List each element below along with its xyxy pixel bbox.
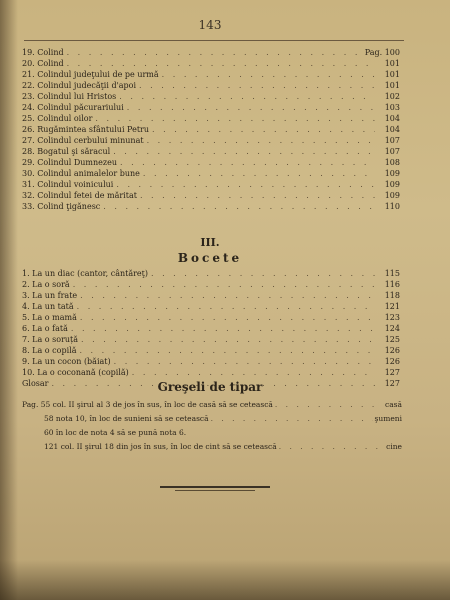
toc-entry-label: 3. La un frate — [22, 291, 78, 300]
toc-entry — [22, 91, 400, 102]
leader-dots — [139, 80, 375, 91]
leader-dots — [151, 268, 375, 279]
toc-entry-page: 102 — [384, 92, 400, 101]
toc-entry-page: 109 — [384, 191, 400, 200]
leader-dots — [119, 91, 375, 102]
errata-text: 121 col. II şirul 18 din jos în sus, în loc de cint să se cetească — [44, 442, 277, 451]
header-rule — [24, 40, 404, 41]
toc-entry-page: 108 — [384, 158, 400, 167]
toc-entry-page: 126 — [384, 346, 400, 355]
toc-colinde — [22, 47, 400, 212]
toc-entry-label: 5. La o mamă — [22, 313, 77, 322]
toc-entry-label: 33. Colind ţigănesc — [22, 202, 101, 211]
toc-entry-page: Pag. 100 — [364, 48, 400, 57]
toc-entry-page: 124 — [384, 324, 400, 333]
errata-list — [22, 398, 402, 454]
leader-dots — [113, 146, 375, 157]
toc-entry-label: 8. La o copilă — [22, 346, 77, 355]
leader-dots — [81, 334, 375, 345]
toc-bocete — [22, 268, 400, 389]
errata-line — [22, 412, 402, 426]
errata-text: 58 nota 10, în loc de sunieni să se cetească — [44, 414, 209, 423]
toc-entry-label: 2. La o soră — [22, 280, 70, 289]
leader-dots — [132, 367, 375, 378]
toc-entry — [22, 279, 400, 290]
errata-text: Pag. 55 col. II şirul al 3 de jos în sus, în loc de casă să se cetească — [22, 400, 273, 409]
toc-entry — [22, 102, 400, 113]
toc-entry-page: 126 — [384, 357, 400, 366]
errata-line — [22, 398, 402, 412]
toc-entry-label: 28. Bogatul şi săracul — [22, 147, 111, 156]
end-ornament-rule — [160, 486, 270, 488]
page-shadow-left — [0, 0, 18, 600]
toc-entry — [22, 190, 400, 201]
section-number: III. — [200, 236, 220, 249]
toc-entry — [22, 80, 400, 91]
toc-entry — [22, 157, 400, 168]
page-shadow-bottom — [0, 560, 450, 600]
toc-entry-label: 20. Colind — [22, 59, 64, 68]
errata-line — [22, 440, 402, 454]
toc-entry-label: 21. Colindul judeţului de pe urmă — [22, 70, 159, 79]
toc-entry-page: 116 — [384, 280, 400, 289]
toc-entry-label: 4. La un tată — [22, 302, 74, 311]
leader-dots — [95, 113, 375, 124]
end-ornament-rule-short — [175, 490, 255, 491]
toc-entry-label: 19. Colind — [22, 48, 64, 57]
toc-entry-page: 123 — [384, 313, 400, 322]
toc-entry — [22, 179, 400, 190]
leader-dots — [80, 312, 375, 323]
toc-entry-page: 121 — [384, 302, 400, 311]
leader-dots — [67, 47, 362, 58]
toc-entry-label: Glosar — [22, 379, 49, 388]
toc-entry — [22, 356, 400, 367]
errata-text: 60 în loc de nota 4 să se pună nota 6. — [44, 428, 187, 437]
toc-entry-label: 27. Colindul cerbului minunat — [22, 136, 144, 145]
leader-dots — [279, 440, 384, 454]
toc-entry — [22, 367, 400, 378]
leader-dots — [80, 290, 375, 301]
errata-line — [22, 426, 402, 440]
toc-entry-label: 1. La un diac (cantor, cântăreţ) — [22, 269, 148, 278]
toc-entry-page: 101 — [384, 81, 400, 90]
toc-entry-label: 29. Colindul Dumnezeu — [22, 158, 117, 167]
toc-entry-page: 110 — [384, 202, 400, 211]
toc-entry-label: 10. La o coconană (copilă) — [22, 368, 129, 377]
toc-entry — [22, 334, 400, 345]
toc-entry-label: 24. Colindul păcurariului — [22, 103, 124, 112]
toc-entry — [22, 69, 400, 80]
leader-dots — [71, 323, 375, 334]
toc-entry-page: 127 — [384, 379, 400, 388]
leader-dots — [120, 157, 375, 168]
toc-entry-page: 103 — [384, 103, 400, 112]
toc-entry-label: 9. La un cocon (băiat) — [22, 357, 111, 366]
toc-entry-label: 22. Colindul judecăţii d'apoi — [22, 81, 137, 90]
toc-entry — [22, 58, 400, 69]
toc-entry-page: 127 — [384, 368, 400, 377]
toc-entry — [22, 268, 400, 279]
toc-entry-page: 107 — [384, 136, 400, 145]
toc-entry-page: 101 — [384, 59, 400, 68]
toc-entry-label: 31. Colindul voinicului — [22, 180, 114, 189]
toc-entry-label: 23. Colindul lui Hristos — [22, 92, 117, 101]
leader-dots — [127, 102, 375, 113]
leader-dots — [143, 168, 375, 179]
toc-entry — [22, 312, 400, 323]
leader-dots — [147, 135, 375, 146]
errata-correction: cine — [386, 442, 402, 451]
toc-entry — [22, 345, 400, 356]
errata-correction: şumeni — [374, 414, 402, 423]
toc-entry — [22, 301, 400, 312]
toc-entry-page: 104 — [384, 114, 400, 123]
toc-entry-page: 107 — [384, 147, 400, 156]
leader-dots — [275, 398, 383, 412]
leader-dots — [67, 58, 375, 69]
errata-title: Greşeli de tipar — [157, 380, 263, 394]
toc-entry-label: 7. La o soruță — [22, 335, 79, 344]
toc-entry — [22, 201, 400, 212]
toc-entry — [22, 290, 400, 301]
toc-entry-page: 101 — [384, 70, 400, 79]
leader-dots — [77, 301, 375, 312]
toc-entry-label: 25. Colindul oilor — [22, 114, 93, 123]
leader-dots — [79, 345, 375, 356]
toc-entry-label: 30. Colindul animalelor bune — [22, 169, 140, 178]
toc-entry — [22, 47, 400, 58]
toc-entry-page: 109 — [384, 180, 400, 189]
leader-dots — [152, 124, 375, 135]
toc-entry-label: 32. Colindul fetei de măritat — [22, 191, 137, 200]
toc-entry-page: 104 — [384, 125, 400, 134]
toc-entry-page: 109 — [384, 169, 400, 178]
toc-entry-page: 118 — [384, 291, 400, 300]
toc-entry — [22, 124, 400, 135]
leader-dots — [162, 69, 375, 80]
leader-dots — [140, 190, 375, 201]
page-number: 143 — [198, 18, 222, 32]
leader-dots — [103, 201, 375, 212]
errata-correction: casă — [385, 400, 402, 409]
toc-entry — [22, 168, 400, 179]
toc-entry — [22, 135, 400, 146]
toc-entry — [22, 146, 400, 157]
leader-dots — [116, 179, 375, 190]
toc-entry-page: 125 — [384, 335, 400, 344]
leader-dots — [211, 412, 373, 426]
toc-entry-label: 26. Rugămintea sfântului Petru — [22, 125, 150, 134]
toc-entry-page: 115 — [384, 269, 400, 278]
section-title: Bocete — [177, 251, 243, 265]
leader-dots — [114, 356, 375, 367]
toc-entry-label: 6. La o fată — [22, 324, 68, 333]
toc-entry — [22, 113, 400, 124]
toc-entry — [22, 323, 400, 334]
leader-dots — [73, 279, 375, 290]
